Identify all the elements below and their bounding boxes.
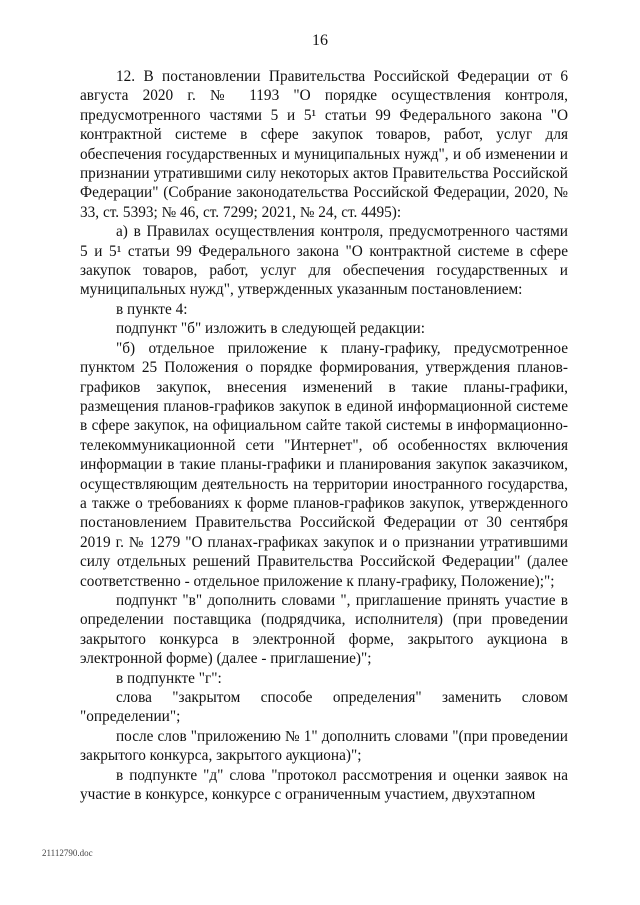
paragraph-item-12: 12. В постановлении Правительства Российской Федерации от 6 августа 2020 г. № 1193 "О порядке осуществления контроля, предусмотренного частями 5 и 5¹ статьи 99 Федерального закона "О контрактной системе в сфере закупок товаров, работ, услуг для обеспечения государственных и муниципальных нужд", и об изменении и признании утратившими силу некоторых актов Правительства Российской Федерации" (Собрание законодательства Российской Федерации, 2020, № 33, ст. 5393; № 46, ст. 7299; 2021, № 24, ст. 4495):	[80, 68, 568, 221]
document-footer-code: 21112790.doc	[42, 848, 93, 858]
paragraph-subpoint-g: в подпункте "г":	[116, 669, 222, 687]
paragraph-point-4: в пункте 4:	[116, 300, 188, 318]
paragraph-words-replace: слова "закрытом способе определения" заменить словом "определении";	[80, 689, 568, 726]
document-body	[80, 67, 568, 804]
paragraph-subpoint-d: в подпункте "д" слова "протокол рассмотрения и оценки заявок на участие в конкурсе, конкурсе с ограниченным участием, двухэтапном	[80, 766, 568, 804]
paragraph-subpoint-v: подпункт "в" дополнить словами ", приглашение принять участие в определении поставщика (подрядчика, исполнителя) (при проведении закрытого конкурса в электронной форме, закрытого аукциона в электронной форме) (далее - приглашение)";	[80, 591, 568, 668]
paragraph-subpoint-b-text: "б) отдельное приложение к плану-графику, предусмотренное пунктом 25 Положения о порядке формирования, утверждения планов-графиков закупок, внесения изменений в такие планы-графики, размещения планов-графиков закупок в единой информационной системе в сфере закупок, на официальном сайте такой системы в информационно-телекоммуникационной сети "Интернет", об особенностях включения информации в такие планы-графики и планирования закупок заказчиком, осуществляющим деятельность на территории иностранного государства, а также о требованиях к форме планов-графиков закупок, утвержденного постановлением Правительства Российской Федерации от 30 сентября 2019 г. № 1279 "О планах-графиках закупок и о признании утратившими силу отдельных решений Правительства Российской Федерации" (далее соответственно - отдельное приложение к плану-графику, Положение);";	[80, 339, 568, 590]
page-number: 16	[312, 32, 328, 49]
paragraph-subpoint-b-instruction: подпункт "б" изложить в следующей редакции:	[116, 320, 425, 338]
paragraph-after-words: после слов "приложению № 1" дополнить словами "(при проведении закрытого конкурса, закрытого аукциона)";	[80, 727, 568, 765]
paragraph-subitem-a: а) в Правилах осуществления контроля, предусмотренного частями 5 и 5¹ статьи 99 Федерального закона "О контрактной системе в сфере закупок товаров, работ, услуг для обеспечения государственных и муниципальных нужд", утвержденных указанным постановлением:	[80, 223, 568, 299]
